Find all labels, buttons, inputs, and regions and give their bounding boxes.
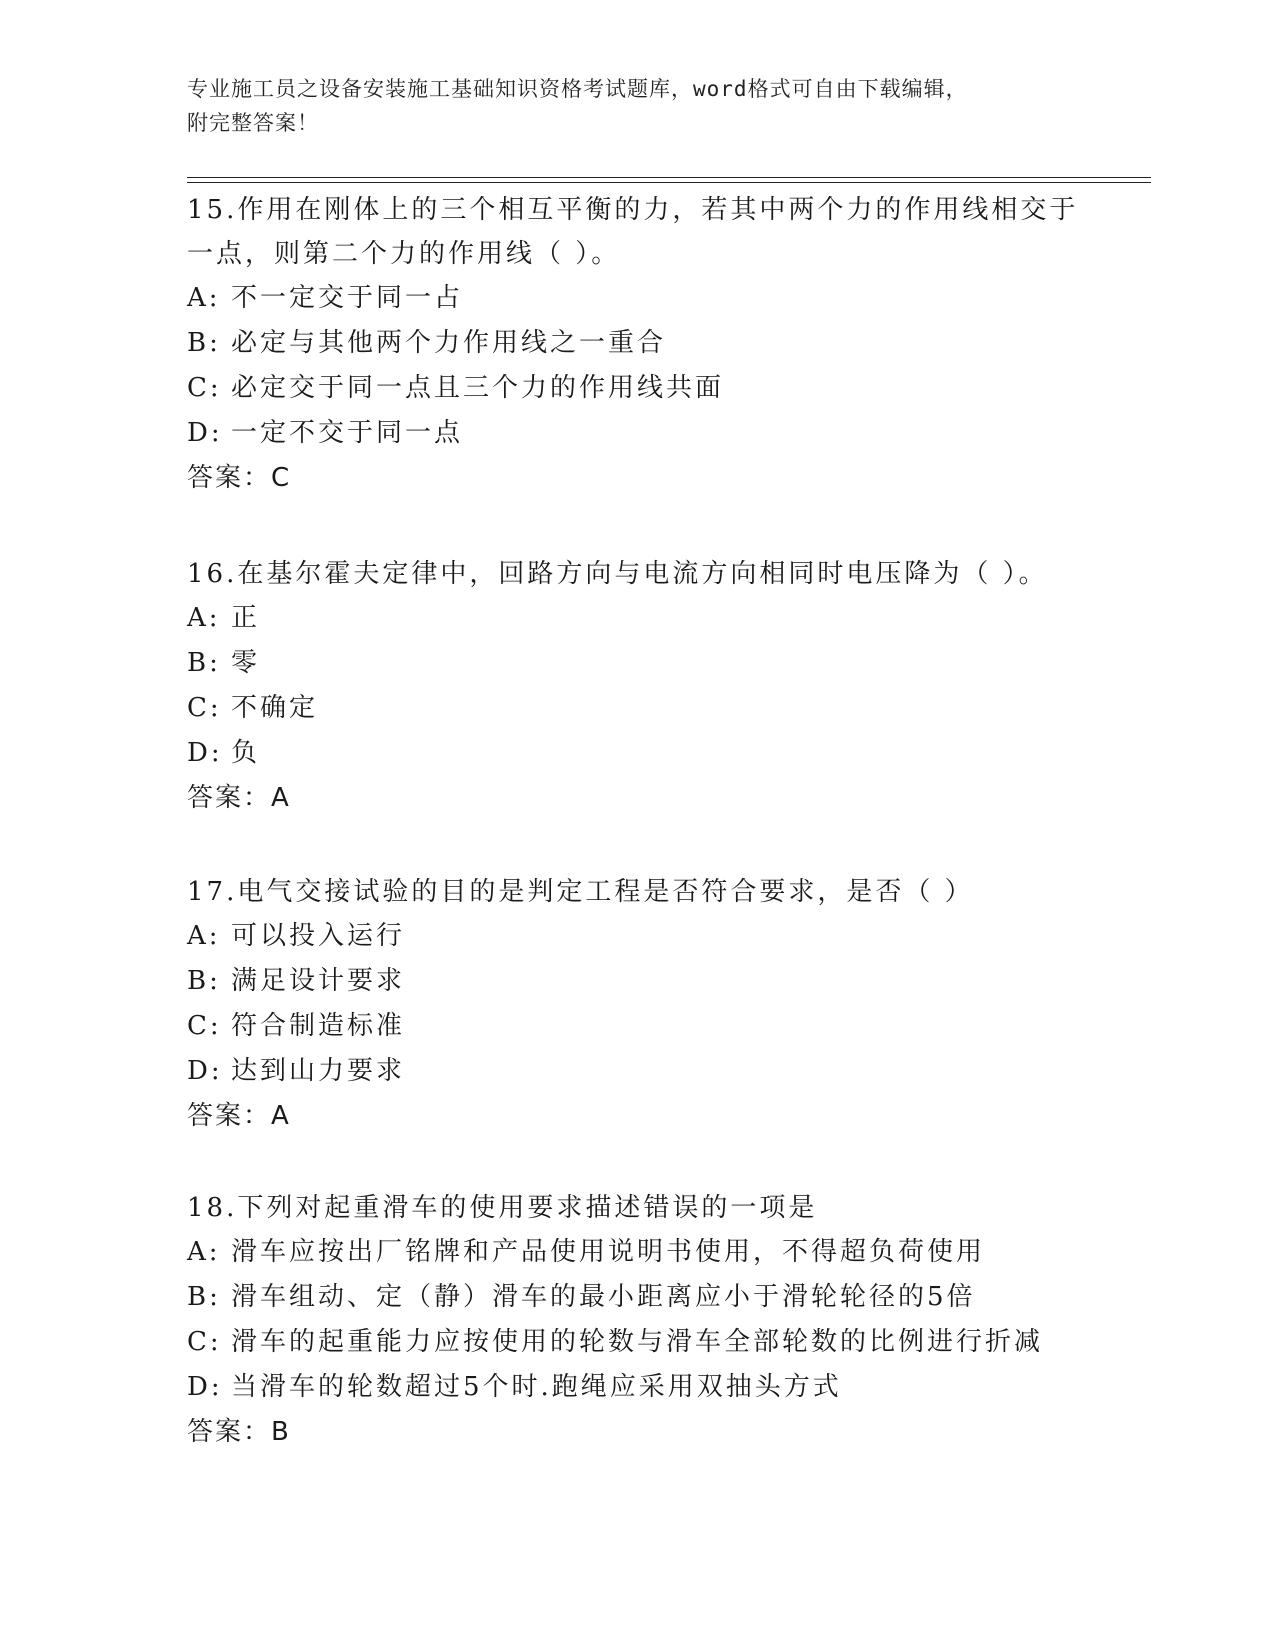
- question-18: [187, 1186, 1087, 1455]
- option-key: A:: [187, 921, 221, 951]
- answer-line: 答案：A: [187, 1101, 291, 1131]
- option-a: [187, 276, 1087, 321]
- question-stem: 17.电气交接试验的目的是判定工程是否符合要求，是否（ ）: [187, 877, 974, 907]
- option-key: A:: [187, 603, 221, 633]
- header-divider-top: [187, 177, 1151, 178]
- option-b: [187, 321, 1087, 366]
- option-text: 零: [231, 648, 261, 678]
- option-text: 滑车应按出厂铭牌和产品使用说明书使用，不得超负荷使用: [231, 1237, 986, 1267]
- option-a: [187, 596, 1087, 641]
- option-d: [187, 1049, 1087, 1094]
- option-key: D:: [187, 1056, 223, 1086]
- document-header: [187, 72, 1087, 140]
- option-key: C:: [187, 693, 222, 723]
- option-key: B:: [187, 328, 221, 358]
- question-stem: 15.作用在刚体上的三个相互平衡的力，若其中两个力的作用线相交于: [187, 195, 1079, 225]
- answer-line: 答案：B: [187, 1417, 291, 1447]
- option-key: D:: [187, 418, 223, 448]
- option-b: [187, 1275, 1087, 1320]
- question-16: [187, 552, 1087, 821]
- option-d: [187, 411, 1087, 456]
- option-key: D:: [187, 1372, 223, 1402]
- option-b: [187, 641, 1087, 686]
- option-text: 滑车组动、定（静）滑车的最小距离应小于滑轮轮径的5倍: [231, 1282, 976, 1312]
- header-line-1: 专业施工员之设备安装施工基础知识资格考试题库，word格式可自由下载编辑，: [187, 77, 968, 101]
- option-key: A:: [187, 283, 221, 313]
- option-text: 不一定交于同一占: [231, 283, 464, 313]
- option-text: 必定交于同一点且三个力的作用线共面: [231, 373, 725, 403]
- question-stem: 16.在基尔霍夫定律中，回路方向与电流方向相同时电压降为（ ）。: [187, 559, 1048, 589]
- option-text: 符合制造标准: [231, 1011, 406, 1041]
- option-text: 达到山力要求: [231, 1056, 406, 1086]
- option-text: 不确定: [231, 693, 319, 723]
- question-stem: 18.下列对起重滑车的使用要求描述错误的一项是: [187, 1193, 818, 1223]
- question-stem-continued: 一点，则第二个力的作用线（ ）。: [187, 239, 621, 269]
- option-b: [187, 959, 1087, 1004]
- option-a: [187, 914, 1087, 959]
- option-key: D:: [187, 738, 223, 768]
- option-key: A:: [187, 1237, 221, 1267]
- option-c: [187, 686, 1087, 731]
- option-text: 一定不交于同一点: [231, 418, 464, 448]
- option-text: 满足设计要求: [231, 966, 406, 996]
- option-d: [187, 731, 1087, 776]
- option-text: 可以投入运行: [231, 921, 406, 951]
- option-key: C:: [187, 1011, 222, 1041]
- question-17: [187, 870, 1087, 1139]
- option-key: C:: [187, 373, 222, 403]
- option-key: B:: [187, 648, 221, 678]
- option-c: [187, 1320, 1087, 1365]
- header-divider-bottom: [187, 182, 1151, 183]
- option-text: 正: [231, 603, 261, 633]
- option-text: 负: [231, 738, 261, 768]
- question-15: [187, 188, 1087, 501]
- option-key: C:: [187, 1327, 222, 1357]
- option-text: 当滑车的轮数超过5个时.跑绳应采用双抽头方式: [231, 1372, 842, 1402]
- answer-line: 答案：C: [187, 463, 292, 493]
- option-key: B:: [187, 1282, 221, 1312]
- option-d: [187, 1365, 1087, 1410]
- option-key: B:: [187, 966, 221, 996]
- option-c: [187, 1004, 1087, 1049]
- header-line-2: 附完整答案！: [187, 111, 319, 135]
- option-text: 必定与其他两个力作用线之一重合: [231, 328, 667, 358]
- option-c: [187, 366, 1087, 411]
- option-a: [187, 1230, 1087, 1275]
- answer-line: 答案：A: [187, 783, 291, 813]
- option-text: 滑车的起重能力应按使用的轮数与滑车全部轮数的比例进行折减: [231, 1327, 1044, 1357]
